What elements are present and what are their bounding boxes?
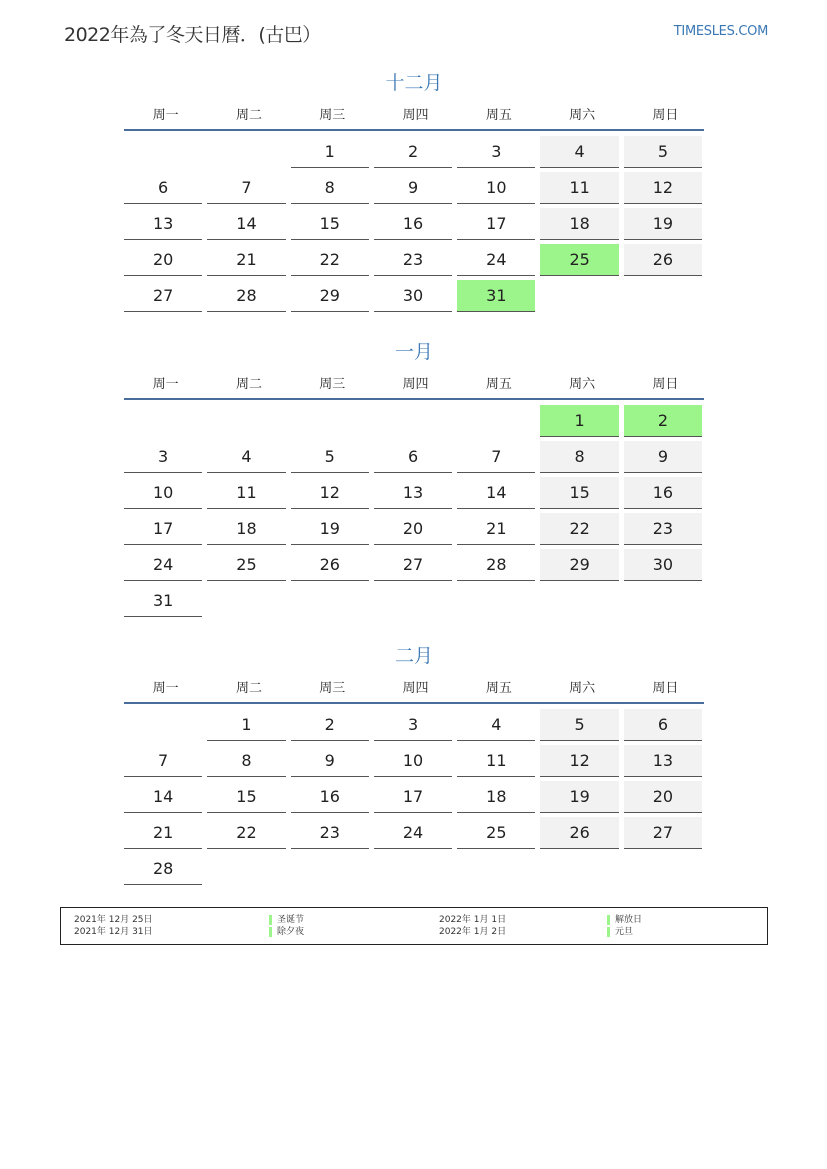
- weekday-label: 周二: [235, 377, 262, 392]
- day-number: 10: [124, 477, 202, 509]
- weekday-label: 周五: [485, 108, 512, 123]
- weekday-label: 周一: [152, 108, 179, 123]
- day-number: 1: [540, 405, 618, 437]
- day-cell: [124, 243, 207, 279]
- day-cell: [374, 548, 457, 584]
- day-cell: [457, 243, 540, 279]
- empty-cell: [291, 404, 374, 440]
- empty-cell: [124, 135, 207, 171]
- empty-cell: [124, 708, 207, 744]
- day-number: 19: [540, 781, 618, 813]
- header-divider: [124, 398, 704, 400]
- day-number: 14: [457, 477, 535, 509]
- weekday-header: [124, 107, 704, 129]
- day-number: 28: [124, 853, 202, 885]
- day-number: 25: [207, 549, 285, 581]
- day-number: 21: [207, 244, 285, 276]
- day-cell: [540, 780, 623, 816]
- weekday-label: 周四: [402, 377, 429, 392]
- day-cell: [374, 780, 457, 816]
- weekday-label: 周六: [569, 681, 596, 696]
- day-cell: [124, 852, 207, 888]
- day-cell: [624, 207, 707, 243]
- day-number: 13: [624, 745, 702, 777]
- month-february: [124, 643, 704, 888]
- day-number: 22: [540, 513, 618, 545]
- day-number: 28: [457, 549, 535, 581]
- day-number: 1: [291, 136, 369, 168]
- month-january: [124, 339, 704, 620]
- day-number: 26: [624, 244, 702, 276]
- weekday-label: 周五: [485, 681, 512, 696]
- day-number: 8: [291, 172, 369, 204]
- legend-holiday-name: 除夕夜: [277, 927, 305, 937]
- day-number: 7: [207, 172, 285, 204]
- day-number: 7: [457, 441, 535, 473]
- day-number: 21: [457, 513, 535, 545]
- holiday-marker: [269, 927, 272, 937]
- weekday-label: 周五: [485, 377, 512, 392]
- weekday-label: 周一: [152, 681, 179, 696]
- day-cell: [291, 440, 374, 476]
- day-cell: [374, 816, 457, 852]
- day-cell: [624, 476, 707, 512]
- day-cell: [124, 440, 207, 476]
- day-number: 31: [124, 585, 202, 617]
- day-cell: [374, 708, 457, 744]
- weekday-label: 周三: [319, 377, 346, 392]
- day-cell: [457, 708, 540, 744]
- day-number: 19: [624, 208, 702, 240]
- day-cell: [207, 708, 290, 744]
- day-cell: [374, 243, 457, 279]
- day-number: 23: [624, 513, 702, 545]
- day-grid: [124, 708, 704, 888]
- day-cell: [124, 512, 207, 548]
- day-cell: [291, 476, 374, 512]
- day-number: 4: [540, 136, 618, 168]
- holiday-marker: [269, 915, 272, 925]
- day-cell: [291, 171, 374, 207]
- month-december: [124, 70, 704, 315]
- day-cell: [540, 207, 623, 243]
- day-cell: [291, 512, 374, 548]
- day-cell: [124, 816, 207, 852]
- day-number: 10: [457, 172, 535, 204]
- weekday-label: 周六: [569, 108, 596, 123]
- day-cell: [540, 744, 623, 780]
- day-number: 14: [207, 208, 285, 240]
- day-number: 1: [207, 709, 285, 741]
- day-number: 27: [124, 280, 202, 312]
- holiday-day-cell: [540, 243, 623, 279]
- legend-date: 2021年 12月 31日: [74, 927, 153, 937]
- day-number: 5: [540, 709, 618, 741]
- day-number: 24: [374, 817, 452, 849]
- day-cell: [124, 584, 207, 620]
- day-cell: [207, 243, 290, 279]
- day-cell: [457, 207, 540, 243]
- day-cell: [124, 780, 207, 816]
- day-number: 22: [207, 817, 285, 849]
- day-number: 9: [624, 441, 702, 473]
- day-cell: [291, 135, 374, 171]
- day-grid: [124, 404, 704, 620]
- day-number: 31: [457, 280, 535, 312]
- page-title: 2022年為了冬天日曆．(古巴）: [64, 24, 321, 46]
- day-cell: [457, 816, 540, 852]
- weekday-label: 周日: [652, 377, 679, 392]
- day-cell: [374, 476, 457, 512]
- day-number: 24: [124, 549, 202, 581]
- day-number: 28: [207, 280, 285, 312]
- day-cell: [457, 135, 540, 171]
- day-number: 15: [540, 477, 618, 509]
- day-cell: [291, 708, 374, 744]
- legend-holiday-name: 解放日: [615, 915, 643, 925]
- weekday-header: [124, 680, 704, 702]
- day-cell: [124, 744, 207, 780]
- holiday-day-cell: [540, 404, 623, 440]
- day-number: 29: [291, 280, 369, 312]
- day-cell: [374, 744, 457, 780]
- day-cell: [374, 135, 457, 171]
- day-number: 15: [207, 781, 285, 813]
- day-number: 22: [291, 244, 369, 276]
- day-cell: [124, 548, 207, 584]
- day-number: 9: [374, 172, 452, 204]
- day-cell: [624, 171, 707, 207]
- day-cell: [540, 476, 623, 512]
- day-number: 16: [291, 781, 369, 813]
- day-cell: [207, 816, 290, 852]
- day-cell: [291, 279, 374, 315]
- legend-holiday: [607, 926, 633, 938]
- day-number: 5: [291, 441, 369, 473]
- day-cell: [207, 440, 290, 476]
- weekday-label: 周四: [402, 681, 429, 696]
- day-number: 11: [207, 477, 285, 509]
- holiday-marker: [607, 915, 610, 925]
- day-number: 3: [124, 441, 202, 473]
- day-cell: [207, 476, 290, 512]
- empty-cell: [374, 404, 457, 440]
- day-number: 4: [207, 441, 285, 473]
- day-number: 10: [374, 745, 452, 777]
- weekday-label: 周日: [652, 108, 679, 123]
- day-cell: [207, 780, 290, 816]
- day-cell: [291, 548, 374, 584]
- day-cell: [624, 243, 707, 279]
- legend-holiday: [269, 926, 304, 938]
- day-number: 12: [540, 745, 618, 777]
- day-cell: [624, 548, 707, 584]
- holiday-day-cell: [624, 404, 707, 440]
- day-number: 12: [291, 477, 369, 509]
- holiday-legend: [60, 907, 768, 945]
- day-cell: [540, 548, 623, 584]
- day-number: 6: [624, 709, 702, 741]
- day-cell: [624, 440, 707, 476]
- holiday-marker: [607, 927, 610, 937]
- empty-cell: [207, 404, 290, 440]
- day-number: 16: [374, 208, 452, 240]
- day-cell: [624, 708, 707, 744]
- day-cell: [207, 548, 290, 584]
- day-number: 17: [374, 781, 452, 813]
- day-cell: [624, 780, 707, 816]
- day-number: 20: [624, 781, 702, 813]
- day-cell: [291, 780, 374, 816]
- day-number: 11: [457, 745, 535, 777]
- day-number: 3: [374, 709, 452, 741]
- day-number: 13: [374, 477, 452, 509]
- weekday-label: 周六: [569, 377, 596, 392]
- day-number: 11: [540, 172, 618, 204]
- day-cell: [540, 708, 623, 744]
- day-number: 5: [624, 136, 702, 168]
- day-cell: [457, 512, 540, 548]
- day-number: 23: [291, 817, 369, 849]
- day-cell: [374, 279, 457, 315]
- day-cell: [624, 816, 707, 852]
- holiday-day-cell: [457, 279, 540, 315]
- day-number: 13: [124, 208, 202, 240]
- day-cell: [207, 207, 290, 243]
- day-cell: [540, 171, 623, 207]
- day-number: 4: [457, 709, 535, 741]
- month-title: 十二月: [385, 72, 443, 94]
- weekday-label: 周三: [319, 108, 346, 123]
- day-number: 20: [124, 244, 202, 276]
- day-cell: [291, 816, 374, 852]
- day-number: 2: [624, 405, 702, 437]
- day-number: 17: [457, 208, 535, 240]
- day-cell: [124, 476, 207, 512]
- day-grid: [124, 135, 704, 315]
- day-number: 2: [291, 709, 369, 741]
- day-number: 29: [540, 549, 618, 581]
- day-cell: [207, 512, 290, 548]
- weekday-label: 周一: [152, 377, 179, 392]
- day-number: 26: [291, 549, 369, 581]
- day-cell: [374, 440, 457, 476]
- day-number: 2: [374, 136, 452, 168]
- day-cell: [540, 135, 623, 171]
- weekday-label: 周四: [402, 108, 429, 123]
- day-cell: [374, 207, 457, 243]
- day-cell: [540, 816, 623, 852]
- day-cell: [457, 548, 540, 584]
- day-cell: [124, 207, 207, 243]
- day-cell: [291, 207, 374, 243]
- day-number: 9: [291, 745, 369, 777]
- legend-date: 2022年 1月 1日: [439, 915, 507, 925]
- day-cell: [624, 135, 707, 171]
- day-number: 27: [624, 817, 702, 849]
- day-number: 24: [457, 244, 535, 276]
- day-number: 14: [124, 781, 202, 813]
- day-cell: [124, 171, 207, 207]
- day-cell: [624, 744, 707, 780]
- month-title: 一月: [394, 341, 433, 363]
- weekday-label: 周二: [235, 108, 262, 123]
- day-cell: [457, 780, 540, 816]
- day-cell: [291, 744, 374, 780]
- day-number: 15: [291, 208, 369, 240]
- day-number: 25: [457, 817, 535, 849]
- day-number: 27: [374, 549, 452, 581]
- day-cell: [540, 440, 623, 476]
- day-number: 18: [540, 208, 618, 240]
- day-number: 6: [124, 172, 202, 204]
- day-number: 12: [624, 172, 702, 204]
- day-number: 25: [540, 244, 618, 276]
- day-number: 18: [207, 513, 285, 545]
- day-cell: [374, 171, 457, 207]
- day-number: 19: [291, 513, 369, 545]
- legend-holiday: [607, 914, 642, 926]
- day-cell: [207, 279, 290, 315]
- legend-holiday-name: 元旦: [615, 927, 634, 937]
- day-number: 6: [374, 441, 452, 473]
- weekday-header: [124, 376, 704, 398]
- empty-cell: [124, 404, 207, 440]
- day-number: 30: [624, 549, 702, 581]
- empty-cell: [207, 135, 290, 171]
- day-number: 16: [624, 477, 702, 509]
- day-cell: [540, 512, 623, 548]
- day-cell: [457, 440, 540, 476]
- legend-holiday: [269, 914, 304, 926]
- empty-cell: [457, 404, 540, 440]
- day-cell: [457, 476, 540, 512]
- weekday-label: 周三: [319, 681, 346, 696]
- weekday-label: 周二: [235, 681, 262, 696]
- day-cell: [374, 512, 457, 548]
- day-number: 21: [124, 817, 202, 849]
- day-cell: [124, 279, 207, 315]
- day-number: 8: [207, 745, 285, 777]
- day-cell: [291, 243, 374, 279]
- day-number: 18: [457, 781, 535, 813]
- day-number: 3: [457, 136, 535, 168]
- day-number: 23: [374, 244, 452, 276]
- legend-date: 2022年 1月 2日: [439, 927, 507, 937]
- legend-date: 2021年 12月 25日: [74, 915, 153, 925]
- day-cell: [207, 171, 290, 207]
- day-number: 26: [540, 817, 618, 849]
- header-divider: [124, 129, 704, 131]
- day-cell: [457, 744, 540, 780]
- day-number: 8: [540, 441, 618, 473]
- brand-logo-text[interactable]: TIMESLES.COM: [673, 24, 768, 39]
- day-cell: [457, 171, 540, 207]
- header-divider: [124, 702, 704, 704]
- day-cell: [624, 512, 707, 548]
- day-number: 17: [124, 513, 202, 545]
- weekday-label: 周日: [652, 681, 679, 696]
- day-cell: [207, 744, 290, 780]
- legend-holiday-name: 圣诞节: [277, 915, 305, 925]
- day-number: 20: [374, 513, 452, 545]
- month-title: 二月: [394, 645, 433, 667]
- day-number: 7: [124, 745, 202, 777]
- day-number: 30: [374, 280, 452, 312]
